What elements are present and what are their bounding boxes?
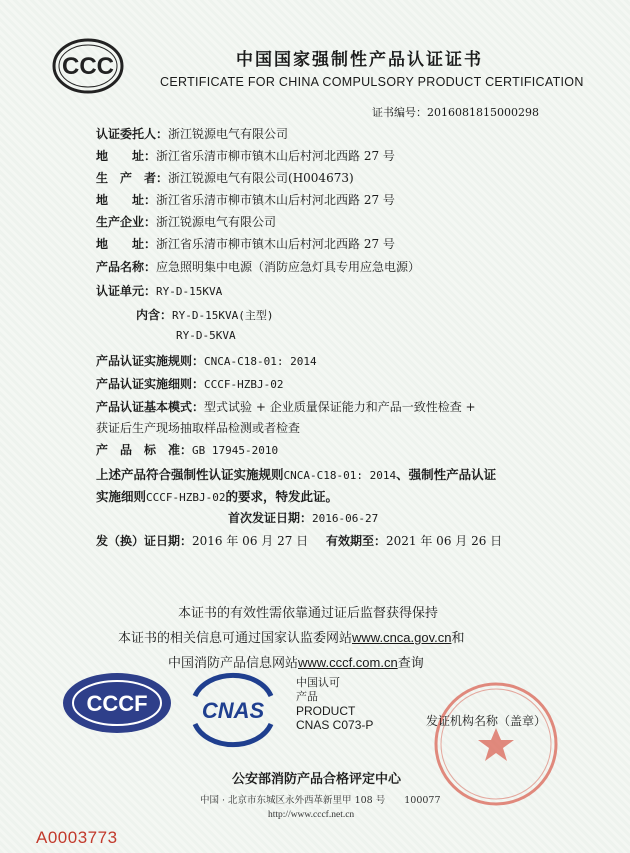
- contains-row: [136, 306, 274, 323]
- product-label: 产品名称：: [96, 260, 157, 274]
- issue-date-label: 发（换）证日期：: [96, 534, 193, 548]
- first-issue-value: 2016-06-27: [312, 512, 379, 525]
- conformity-text: 、强制性产品认证: [396, 467, 497, 482]
- first-issue-label: 首次发证日期：: [228, 511, 313, 525]
- cccf-link[interactable]: www.cccf.com.cn: [298, 655, 398, 670]
- cert-no-label: 证书编号：: [372, 106, 427, 119]
- mode-row-2: [96, 419, 300, 436]
- conformity-rules-code: CNCA-C18-01: 2014: [283, 469, 397, 482]
- details-value: CCCF-HZBJ-02: [204, 378, 284, 391]
- ccc-logo: [52, 38, 124, 94]
- unit-row: [96, 282, 222, 299]
- producer-address-value: 浙江省乐清市柳市镇木山后村河北西路 27 号: [156, 193, 395, 207]
- conformity-text: 的要求，特发此证。: [225, 489, 339, 504]
- conformity-text: 实施细则: [96, 489, 147, 504]
- conformity-line-1: [96, 465, 496, 483]
- query-text: 本证书的相关信息可通过国家认监委网站: [118, 631, 353, 646]
- certificate-title-cn: 中国国家强制性产品认证证书: [236, 50, 483, 70]
- cnas-accreditation-text: [296, 676, 373, 732]
- producer-row: [96, 169, 354, 186]
- mode-value-line2: 获证后生产现场抽取样品检测或者检查: [96, 421, 301, 435]
- certificate-number: [372, 104, 539, 120]
- standard-value: GB 17945-2010: [192, 444, 279, 457]
- valid-until-value: 2021 年 06 月 26 日: [386, 534, 503, 548]
- seal-star-icon: [478, 728, 514, 761]
- query-text: 中国消防产品信息网站: [168, 656, 299, 671]
- client-value: 浙江锐源电气有限公司: [168, 127, 289, 141]
- issue-date-value: 2016 年 06 月 27 日: [192, 534, 309, 548]
- factory-row: [96, 213, 276, 230]
- contains-row-2: [176, 328, 236, 342]
- certificate-title-en: CERTIFICATE FOR CHINA COMPULSORY PRODUCT CERTIFICATION: [160, 75, 584, 89]
- product-row: [96, 258, 420, 275]
- query-note-1: [118, 627, 465, 646]
- factory-label: 生产企业：: [96, 215, 157, 229]
- address-label: 地 址：: [96, 193, 157, 207]
- issuer-label: 发证机构名称（盖章）: [426, 714, 547, 728]
- standard-label: 产 品 标 准：: [96, 443, 193, 457]
- official-seal: [432, 680, 560, 808]
- mode-row: [96, 398, 476, 415]
- address-label: 地 址：: [96, 149, 157, 163]
- unit-label: 认证单元：: [96, 284, 157, 298]
- details-label: 产品认证实施细则：: [96, 377, 205, 391]
- client-label: 认证委托人：: [96, 127, 169, 141]
- conformity-text: 上述产品符合强制性认证实施规则: [96, 467, 284, 482]
- serial-number: A0003773: [36, 828, 118, 847]
- contains-item: RY-D-15KVA(主型): [172, 309, 274, 322]
- validity-note: 本证书的有效性需依靠通过证后监督获得保持: [178, 606, 439, 621]
- producer-value: 浙江锐源电气有限公司(H004673): [168, 171, 354, 185]
- issuing-center-name: 公安部消防产品合格评定中心: [232, 772, 402, 787]
- cnas-line: 产品: [296, 691, 318, 703]
- address-label: 地 址：: [96, 237, 157, 251]
- mode-label: 产品认证基本模式：: [96, 400, 205, 414]
- ccc-logo-text: CCC: [62, 53, 114, 80]
- cnas-logo-text: CNAS: [201, 698, 265, 723]
- issuing-center-address: 中国 · 北京市东城区永外西革新里甲 108 号 100077: [200, 795, 441, 806]
- cnas-line: PRODUCT: [296, 704, 356, 718]
- cnca-link[interactable]: www.cnca.gov.cn: [352, 630, 452, 645]
- unit-value: RY-D-15KVA: [156, 285, 223, 298]
- cccf-logo: [62, 672, 172, 734]
- product-value: 应急照明集中电源（消防应急灯具专用应急电源）: [156, 260, 421, 274]
- rules-value: CNCA-C18-01: 2014: [204, 355, 317, 368]
- rules-label: 产品认证实施规则：: [96, 354, 205, 368]
- first-issue-row: [228, 509, 378, 526]
- contains-label: 内含：: [136, 308, 173, 322]
- rules-row: [96, 352, 317, 369]
- standard-row: [96, 441, 278, 458]
- factory-address-row: [96, 235, 395, 252]
- producer-label: 生 产 者：: [96, 171, 169, 185]
- valid-until-label: 有效期至：: [326, 534, 387, 548]
- factory-value: 浙江锐源电气有限公司: [156, 215, 277, 229]
- mode-value-line1: 型式试验 + 企业质量保证能力和产品一致性检查 +: [204, 400, 476, 414]
- cert-no-value: 2016081815000298: [427, 106, 539, 119]
- issue-dates-row: [96, 532, 502, 549]
- producer-address-row: [96, 191, 395, 208]
- contains-item: RY-D-5KVA: [176, 329, 236, 342]
- cnas-line: 中国认可: [296, 677, 340, 689]
- factory-address-value: 浙江省乐清市柳市镇木山后村河北西路 27 号: [156, 237, 395, 251]
- details-row: [96, 375, 284, 392]
- issuing-center-url[interactable]: http://www.cccf.net.cn: [268, 810, 355, 820]
- cccf-logo-text: CCCF: [86, 691, 148, 716]
- client-address-value: 浙江省乐清市柳市镇木山后村河北西路 27 号: [156, 149, 395, 163]
- cnas-logo: [183, 668, 283, 748]
- cnas-line: CNAS C073-P: [296, 718, 374, 732]
- conformity-line-2: [96, 487, 338, 505]
- query-text: 查询: [397, 656, 424, 671]
- query-text: 和: [451, 631, 465, 646]
- client-address-row: [96, 147, 395, 164]
- client-row: [96, 125, 288, 142]
- conformity-details-code: CCCF-HZBJ-02: [146, 491, 226, 504]
